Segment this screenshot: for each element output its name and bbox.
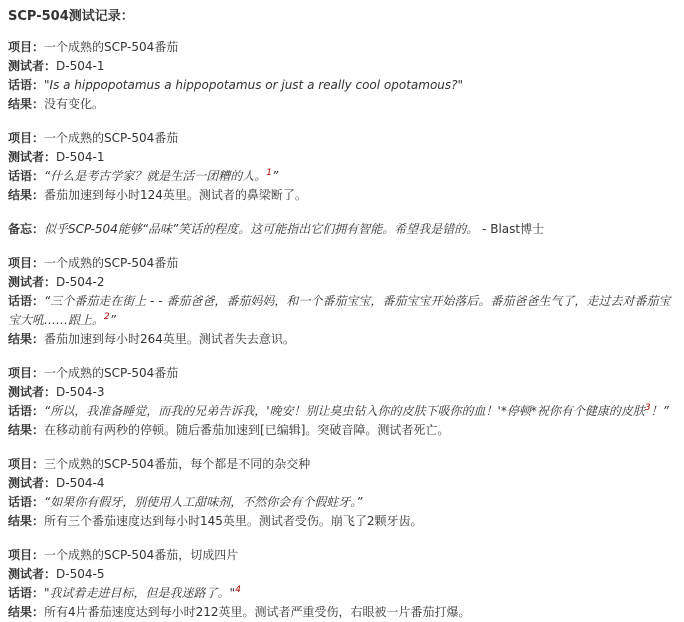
result-label: 结果： (8, 332, 45, 346)
dialogue-label: 话语： (8, 169, 45, 183)
result-value: 番茄加速到每小时124英里。测试者的鼻梁断了。 (44, 188, 307, 202)
item-label: 项目： (8, 40, 45, 54)
memo-note (8, 220, 676, 239)
result-label: 结果： (8, 514, 45, 528)
result-value: 所有4片番茄速度达到每小时212英里。测试者严重受伤，右眼被一片番茄打爆。 (44, 605, 471, 619)
page-title: SCP-504测试记录： (8, 9, 134, 24)
dialogue-label: 话语： (8, 586, 45, 600)
item-label: 项目： (8, 548, 45, 562)
item-label: 项目： (8, 457, 45, 471)
result-value: 番茄加速到每小时264英里。测试者失去意识。 (44, 332, 295, 346)
dialogue-value: “如果你有假牙，别使用人工甜味剂，不然你会有个假蛀牙。” (44, 495, 363, 509)
tester-label: 测试者： (8, 385, 57, 399)
footnote-link[interactable]: 1 (266, 168, 272, 178)
result-value: 在移动前有两秒的停顿。随后番茄加速到[已编辑]。突破音障。测试者死亡。 (44, 423, 450, 437)
item-value: 三个成熟的SCP-504番茄，每个都是不同的杂交种 (44, 457, 311, 471)
tester-value: D-504-4 (56, 476, 105, 490)
dialogue-value: “什么是考古学家？就是生活一团糟的人。 (44, 169, 267, 183)
dialogue-label: 话语： (8, 78, 45, 92)
item-value: 一个成熟的SCP-504番茄 (44, 366, 179, 380)
test-entry (8, 129, 676, 205)
dialogue-label: 话语： (8, 495, 45, 509)
dialogue-value: "Is a hippopotamus a hippopotamus or just a really cool opotamous?" (44, 78, 464, 92)
test-entry (8, 254, 676, 349)
result-value: 所有三个番茄速度达到每小时145英里。测试者受伤。崩飞了2颗牙齿。 (44, 514, 423, 528)
tester-label: 测试者： (8, 275, 57, 289)
item-value: 一个成熟的SCP-504番茄 (44, 131, 179, 145)
result-label: 结果： (8, 97, 45, 111)
tester-label: 测试者： (8, 476, 57, 490)
tester-label: 测试者： (8, 150, 57, 164)
item-value: 一个成熟的SCP-504番茄，切成四片 (44, 548, 239, 562)
tester-value: D-504-1 (56, 59, 105, 73)
dialogue-label: 话语： (8, 294, 45, 308)
memo-label: 备忘： (8, 222, 45, 236)
memo-signature: - Blast博士 (478, 222, 545, 236)
tester-label: 测试者： (8, 59, 57, 73)
dialogue-value: "我试着走进目标，但是我迷路了。" (44, 586, 236, 600)
dialogue-end: ” (271, 169, 279, 183)
test-entry (8, 455, 676, 531)
dialogue-end: ！” (650, 404, 669, 418)
footnote-link[interactable]: 3 (644, 403, 651, 413)
dialogue-value: “三个番茄走在街上 - - 番茄爸爸，番茄妈妈，和一个番茄宝宝，番茄宝宝开始落后。番茄爸爸生气了，走过去对番茄宝宝大吼……跟上。 (8, 294, 671, 327)
item-label: 项目： (8, 256, 45, 270)
result-label: 结果： (8, 188, 45, 202)
tester-value: D-504-5 (56, 567, 105, 581)
tester-value: D-504-3 (56, 385, 105, 399)
item-label: 项目： (8, 131, 45, 145)
item-value: 一个成熟的SCP-504番茄 (44, 256, 179, 270)
footnote-link[interactable]: 4 (235, 585, 241, 595)
tester-value: D-504-2 (56, 275, 105, 289)
test-entry (8, 364, 676, 440)
memo-text: 似乎SCP-504能够“品味”笑话的程度。这可能指出它们拥有智能。希望我是错的。 (44, 222, 479, 236)
tester-label: 测试者： (8, 567, 57, 581)
dialogue-value: “所以，我准备睡觉，而我的兄弟告诉我，'晚安！别让臭虫钻入你的皮肤下吸你的血！'*停顿*祝你有个健康的皮肤 (44, 404, 645, 418)
result-label: 结果： (8, 423, 45, 437)
result-value: 没有变化。 (44, 97, 105, 111)
footnote-link[interactable]: 2 (104, 312, 110, 322)
item-value: 一个成熟的SCP-504番茄 (44, 40, 179, 54)
item-label: 项目： (8, 366, 45, 380)
dialogue-label: 话语： (8, 404, 45, 418)
tester-value: D-504-1 (56, 150, 105, 164)
result-label: 结果： (8, 605, 45, 619)
test-entry (8, 38, 676, 114)
dialogue-end: ” (109, 313, 116, 327)
